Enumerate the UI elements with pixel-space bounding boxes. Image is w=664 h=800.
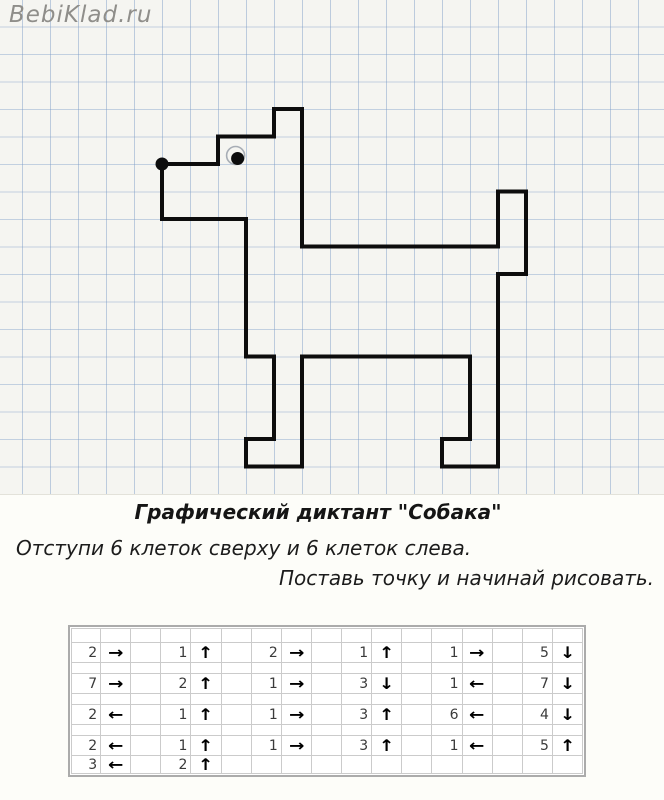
table-spacer-row [71, 628, 583, 643]
table-cell [493, 705, 523, 725]
table-cell [402, 725, 432, 736]
table-cell [523, 694, 553, 705]
table-row [71, 674, 583, 694]
step-count: 1 [161, 736, 191, 756]
table-cell [553, 643, 583, 663]
step-count: 1 [161, 705, 191, 725]
table-cell [372, 643, 402, 663]
table-cell [161, 725, 191, 736]
table-cell [402, 736, 432, 756]
arrow-up-icon: ↑ [379, 643, 395, 662]
table-cell [523, 725, 553, 736]
table-cell [463, 705, 493, 725]
arrow-left-icon: ← [107, 736, 124, 755]
table-cell [463, 736, 493, 756]
table-cell [71, 694, 101, 705]
step-count: 4 [523, 705, 553, 725]
arrow-down-icon: ↓ [559, 705, 576, 724]
arrow-up-icon: ↑ [198, 736, 214, 755]
table-cell [131, 694, 161, 705]
instruction-line-2: Поставь точку и начинай рисовать. [278, 566, 654, 590]
table-row [71, 736, 583, 756]
table-cell [131, 756, 161, 774]
table-cell [222, 736, 252, 756]
dog-outline [162, 109, 526, 467]
table-cell [493, 628, 523, 643]
table-cell [493, 643, 523, 663]
table-cell [523, 628, 553, 643]
table-cell [372, 628, 402, 643]
step-count: 2 [71, 736, 101, 756]
table-cell [372, 663, 402, 674]
table-cell [282, 725, 312, 736]
table-cell [342, 756, 372, 774]
step-count: 1 [252, 674, 282, 694]
table-cell [312, 725, 342, 736]
instruction-line-1: Отступи 6 клеток сверху и 6 клеток слева. [16, 536, 472, 560]
table-cell [402, 694, 432, 705]
table-cell [282, 643, 312, 663]
table-cell [432, 628, 462, 643]
step-count: 2 [71, 705, 101, 725]
step-count: 7 [71, 674, 101, 694]
table-cell [131, 725, 161, 736]
arrow-down-icon: ↓ [559, 643, 576, 662]
table-cell [523, 663, 553, 674]
table-cell [282, 756, 312, 774]
step-count: 2 [161, 674, 191, 694]
dog-eye [231, 152, 244, 165]
table-cell [312, 705, 342, 725]
arrow-up-icon: ↑ [198, 756, 214, 774]
table-cell [553, 674, 583, 694]
table-cell [131, 628, 161, 643]
table-row [71, 643, 583, 663]
table-cell [463, 643, 493, 663]
table-cell [191, 643, 221, 663]
table-cell [252, 663, 282, 674]
table-cell [101, 663, 131, 674]
table-cell [312, 736, 342, 756]
table-cell [463, 628, 493, 643]
table-cell [161, 628, 191, 643]
table-cell [161, 663, 191, 674]
table-cell [402, 663, 432, 674]
step-count: 3 [342, 705, 372, 725]
table-cell [463, 674, 493, 694]
table-cell [101, 736, 131, 756]
table-cell [553, 663, 583, 674]
table-cell [222, 694, 252, 705]
arrow-up-icon: ↑ [379, 705, 395, 724]
table-cell [131, 705, 161, 725]
table-cell [312, 756, 342, 774]
arrow-right-icon: → [288, 674, 305, 693]
table-cell [402, 705, 432, 725]
worksheet-title: Графический диктант "Собака" [134, 500, 502, 524]
arrow-right-icon: → [288, 643, 305, 662]
table-cell [432, 725, 462, 736]
table-cell [191, 725, 221, 736]
step-count: 2 [161, 756, 191, 774]
table-cell [312, 694, 342, 705]
arrow-left-icon: ← [469, 705, 485, 724]
table-cell [463, 663, 493, 674]
arrow-right-icon: → [288, 705, 305, 724]
table-cell [342, 628, 372, 643]
arrow-down-icon: ↓ [379, 674, 395, 693]
table-cell [222, 725, 252, 736]
table-cell [252, 628, 282, 643]
table-spacer-row [71, 725, 583, 736]
table-cell [191, 756, 221, 774]
table-cell [191, 674, 221, 694]
table-cell [312, 663, 342, 674]
table-cell [131, 643, 161, 663]
step-count: 1 [432, 643, 462, 663]
table-cell [463, 725, 493, 736]
arrow-right-icon: → [288, 736, 305, 755]
table-cell [131, 674, 161, 694]
table-cell [191, 736, 221, 756]
arrow-right-icon: → [107, 674, 124, 693]
arrow-up-icon: ↑ [379, 736, 395, 755]
arrow-up-icon: ↑ [198, 705, 214, 724]
step-count: 1 [252, 736, 282, 756]
table-cell [493, 756, 523, 774]
table-cell [432, 756, 462, 774]
table-cell [282, 694, 312, 705]
table-cell [101, 725, 131, 736]
table-cell [342, 725, 372, 736]
table-cell [191, 694, 221, 705]
arrow-right-icon: → [107, 643, 124, 662]
table-cell [191, 628, 221, 643]
table-cell [222, 674, 252, 694]
step-count: 3 [342, 736, 372, 756]
table-cell [372, 705, 402, 725]
table-cell [312, 643, 342, 663]
table-cell [282, 663, 312, 674]
table-cell [372, 736, 402, 756]
arrow-up-icon: ↑ [198, 643, 214, 662]
table-cell [101, 705, 131, 725]
table-cell [222, 643, 252, 663]
step-count: 1 [161, 643, 191, 663]
table-cell [402, 756, 432, 774]
table-cell [191, 705, 221, 725]
step-count: 1 [432, 736, 462, 756]
table-cell [101, 694, 131, 705]
step-count: 7 [523, 674, 553, 694]
step-count: 5 [523, 736, 553, 756]
arrow-right-icon: → [469, 643, 485, 662]
table-cell [222, 663, 252, 674]
table-cell [553, 736, 583, 756]
step-count: 5 [523, 643, 553, 663]
step-count: 3 [71, 756, 101, 774]
table-cell [553, 756, 583, 774]
table-cell [553, 694, 583, 705]
table-cell [161, 694, 191, 705]
table-cell [222, 756, 252, 774]
table-cell [252, 725, 282, 736]
table-row [71, 756, 583, 774]
arrow-down-icon: ↓ [559, 674, 576, 693]
arrow-left-icon: ← [469, 736, 485, 755]
table-cell [252, 694, 282, 705]
arrow-left-icon: ← [469, 674, 485, 693]
table-cell [252, 756, 282, 774]
table-cell [312, 674, 342, 694]
table-cell [402, 674, 432, 694]
table-cell [553, 725, 583, 736]
table-cell [71, 628, 101, 643]
table-cell [553, 705, 583, 725]
table-cell [101, 628, 131, 643]
table-spacer-row [71, 694, 583, 705]
table-cell [282, 674, 312, 694]
table-cell [282, 736, 312, 756]
table-cell [493, 725, 523, 736]
table-cell [493, 694, 523, 705]
table-cell [101, 756, 131, 774]
table-cell [101, 674, 131, 694]
table-cell [131, 663, 161, 674]
step-count: 1 [342, 643, 372, 663]
table-cell [312, 628, 342, 643]
table-cell [191, 663, 221, 674]
table-cell [493, 663, 523, 674]
table-spacer-row [71, 663, 583, 674]
watermark: BebiKlad.ru [9, 2, 153, 28]
arrow-up-icon: ↑ [559, 736, 576, 755]
step-count: 1 [432, 674, 462, 694]
table-cell [282, 628, 312, 643]
table-cell [463, 756, 493, 774]
table-cell [222, 628, 252, 643]
table-cell [372, 725, 402, 736]
table-cell [493, 736, 523, 756]
table-cell [372, 694, 402, 705]
table-cell [523, 756, 553, 774]
table-cell [342, 663, 372, 674]
step-count: 3 [342, 674, 372, 694]
table-cell [402, 643, 432, 663]
table-cell [553, 628, 583, 643]
arrow-left-icon: ← [107, 705, 124, 724]
step-count: 1 [252, 705, 282, 725]
table-cell [372, 674, 402, 694]
table-cell [71, 663, 101, 674]
table-cell [432, 694, 462, 705]
table-cell [222, 705, 252, 725]
table-cell [463, 694, 493, 705]
table-cell [402, 628, 432, 643]
table-cell [342, 694, 372, 705]
table-cell [71, 725, 101, 736]
dictation-table [68, 625, 586, 777]
start-dot [156, 158, 169, 171]
arrow-up-icon: ↑ [198, 674, 214, 693]
step-count: 2 [252, 643, 282, 663]
step-count: 6 [432, 705, 462, 725]
step-count: 2 [71, 643, 101, 663]
table-cell [131, 736, 161, 756]
arrow-left-icon: ← [107, 756, 124, 774]
table-cell [432, 663, 462, 674]
table-cell [372, 756, 402, 774]
table-cell [101, 643, 131, 663]
table-cell [493, 674, 523, 694]
table-cell [282, 705, 312, 725]
table-row [71, 705, 583, 725]
